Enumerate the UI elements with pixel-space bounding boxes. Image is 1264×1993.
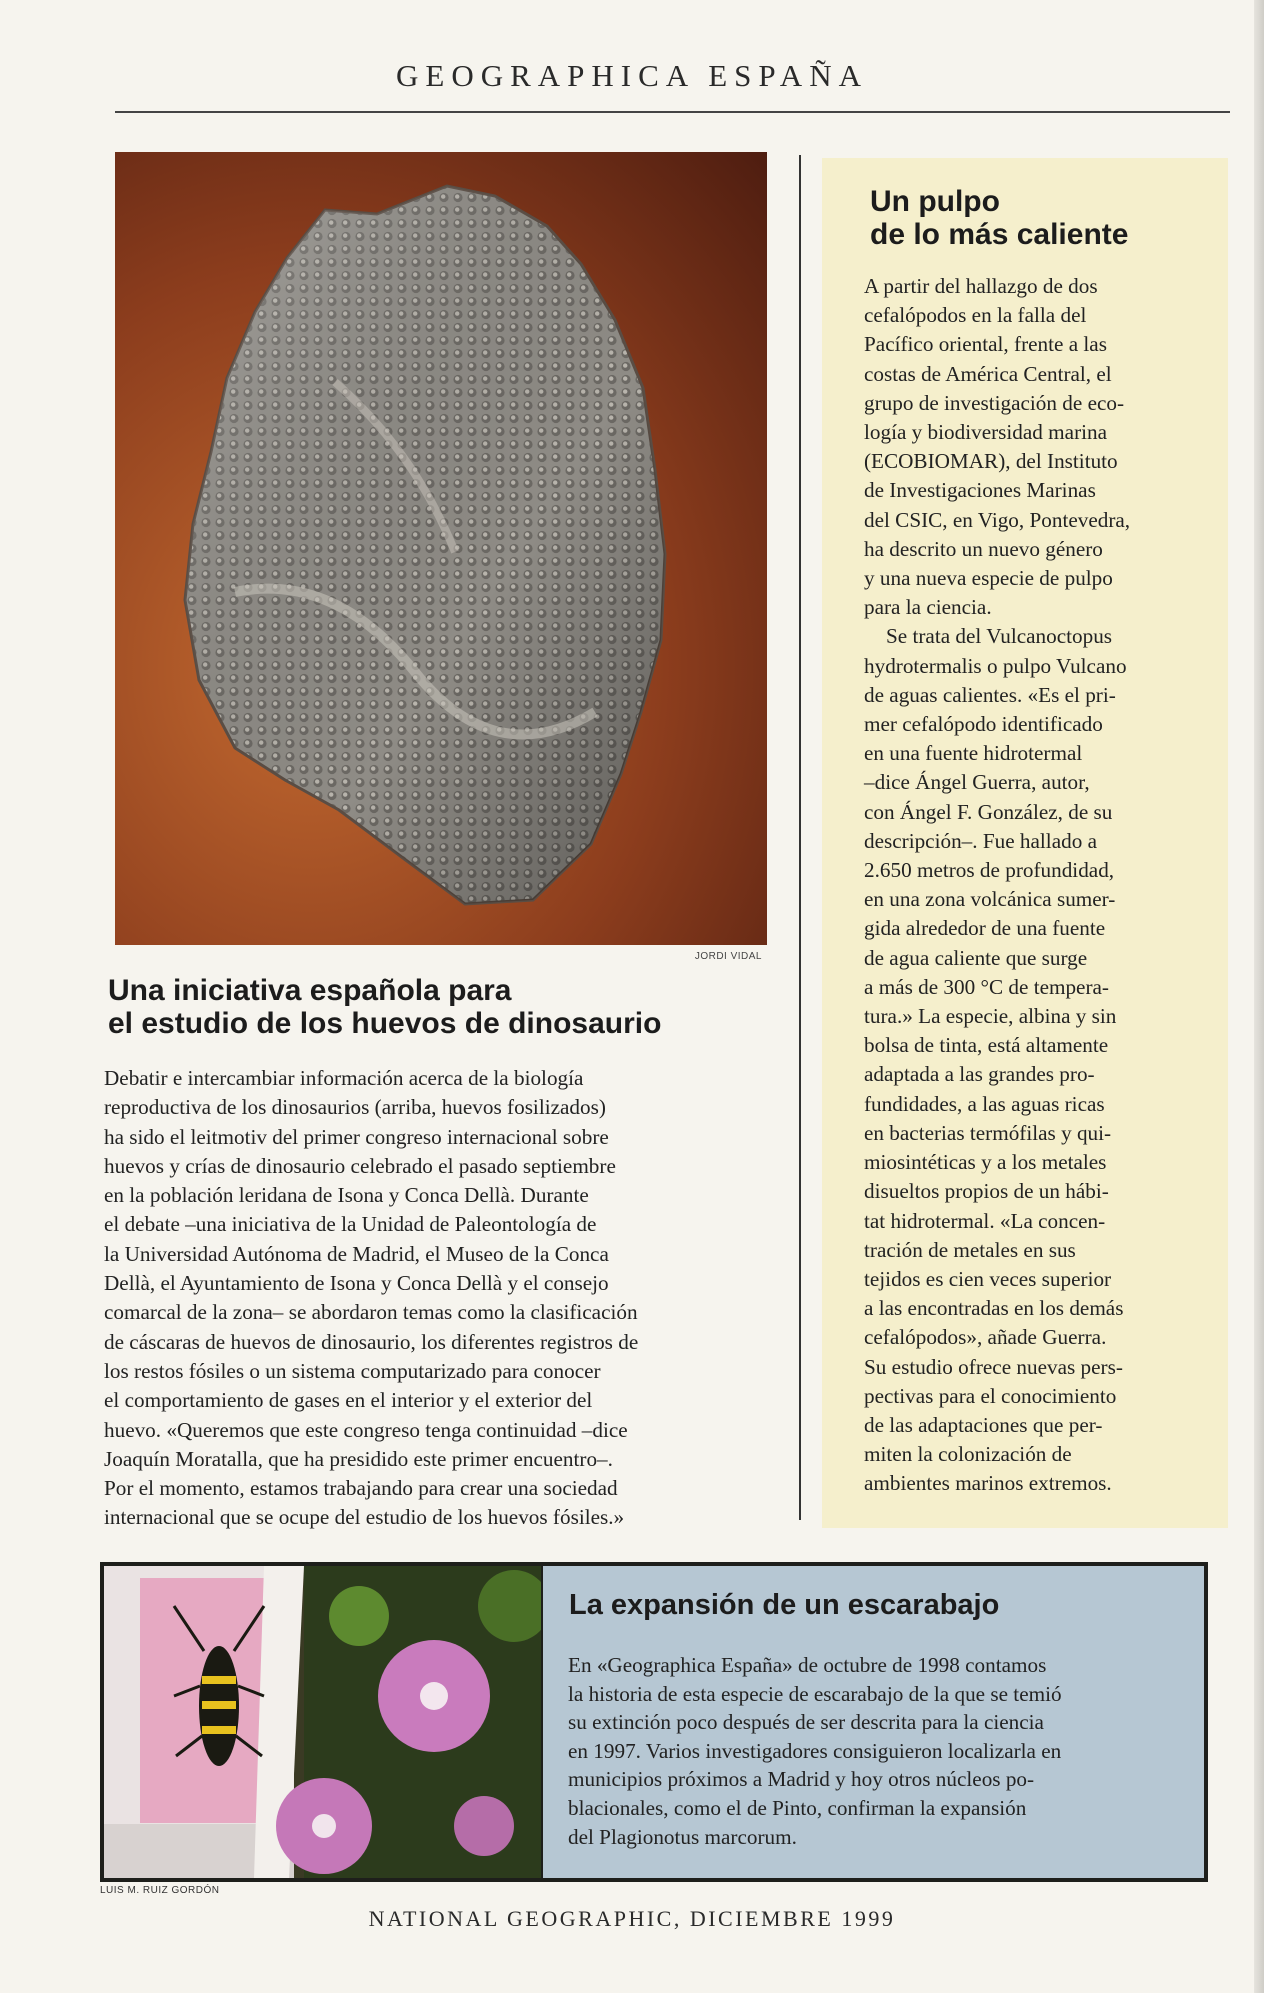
text-line: Por el momento, estamos trabajando para crear una sociedad: [104, 1476, 618, 1501]
text-line: ha descrito un nuevo género: [864, 536, 1103, 561]
heading-line: Una iniciativa española para: [108, 974, 512, 1007]
text-line: tura.» La especie, albina y sin: [864, 1004, 1117, 1029]
text-line: huevos y crías de dinosaurio celebrado el pasado septiembre: [104, 1153, 616, 1178]
text-line: cefalópodos», añade Guerra.: [864, 1325, 1107, 1350]
text-line: logía y biodiversidad marina: [864, 420, 1108, 445]
column-divider: [799, 155, 801, 1520]
text-line: Debatir e intercambiar información acerca de la biología: [104, 1066, 584, 1090]
text-line: el debate –una iniciativa de la Unidad de Paleontología de: [104, 1212, 597, 1237]
text-line: de cáscaras de huevos de dinosaurio, los diferentes registros de: [104, 1329, 639, 1354]
text-line: en la población leridana de Isona y Conca Dellà. Durante: [104, 1183, 589, 1208]
text-line: y una nueva especie de pulpo: [864, 566, 1113, 591]
text-line: tración de metales en sus: [864, 1237, 1076, 1262]
text-line: de aguas calientes. «Es el pri-: [864, 682, 1116, 707]
text-line: Joaquín Moratalla, que ha presidido este primer encuentro–.: [104, 1446, 613, 1471]
text-line: a más de 300 °C de tempera-: [864, 974, 1109, 999]
text-line: en 1997. Varios investigadores consiguieron localizarla en: [568, 1738, 1062, 1763]
text-line: el comportamiento de gases en el interior y el exterior del: [104, 1388, 593, 1413]
beetle-flowers-photo: [104, 1566, 541, 1878]
text-line: en bacterias termófilas y qui-: [864, 1120, 1112, 1145]
octopus-article-heading: [870, 185, 1210, 251]
text-line: de Investigaciones Marinas: [864, 478, 1096, 503]
text-line: comarcal de la zona– se abordaron temas como la clasificación: [104, 1300, 638, 1325]
text-line: adaptada a las grandes pro-: [864, 1062, 1095, 1087]
text-line: Su estudio ofrece nuevas pers-: [864, 1354, 1123, 1379]
text-line: gida alrededor de una fuente: [864, 916, 1106, 941]
text-line: en una fuente hidrotermal: [864, 741, 1083, 766]
text-line: internacional que se ocupe del estudio de los huevos fósiles.»: [104, 1505, 625, 1530]
text-line: huevo. «Queremos que este congreso tenga continuidad –dice: [104, 1417, 628, 1442]
text-line: ambientes marinos extremos.: [864, 1471, 1112, 1496]
text-line: Dellà, el Ayuntamiento de Isona y Conca Dellà y el consejo: [104, 1271, 609, 1296]
text-line: la Universidad Autónoma de Madrid, el Museo de la Conca: [104, 1241, 609, 1266]
text-line: miten la colonización de: [864, 1442, 1072, 1467]
text-line: (ECOBIOMAR), del Instituto: [864, 449, 1118, 474]
text-line: En «Geographica España» de octubre de 1998 contamos: [568, 1653, 1047, 1677]
text-line: de las adaptaciones que per-: [864, 1412, 1103, 1437]
dinosaur-article-heading: [108, 974, 768, 1040]
text-line: costas de América Central, el: [864, 361, 1112, 386]
text-line: en una zona volcánica sumer-: [864, 887, 1116, 912]
text-line: su extinción poco después de ser descrita para la ciencia: [568, 1710, 1044, 1735]
dinosaur-article-body: [104, 1064, 752, 1533]
text-line: tejidos es cien veces superior: [864, 1266, 1112, 1291]
text-line: Se trata del Vulcanoctopus: [886, 624, 1113, 649]
photo-credit: LUIS M. RUIZ GORDÓN: [100, 1885, 220, 1896]
text-line: descripción–. Fue hallado a: [864, 828, 1097, 853]
text-line: miosintéticas y a los metales: [864, 1150, 1107, 1175]
text-line: ha sido el leitmotiv del primer congreso internacional sobre: [104, 1124, 609, 1149]
text-line: la historia de esta especie de escarabajo de la que se temió: [568, 1681, 1062, 1706]
page-footer: NATIONAL GEOGRAPHIC, DICIEMBRE 1999: [368, 1906, 896, 1931]
text-line: disueltos propios de un hábi-: [864, 1179, 1109, 1204]
text-line: reproductiva de los dinosaurios (arriba, huevos fosilizados): [104, 1095, 606, 1120]
text-line: Pacífico oriental, frente a las: [864, 332, 1107, 357]
text-line: de agua caliente que surge: [864, 945, 1088, 970]
octopus-article-body: [864, 272, 1194, 1499]
section-title: GEOGRAPHICA ESPAÑA: [396, 58, 868, 93]
text-line: cefalópodos en la falla del: [864, 303, 1087, 328]
fossil-eggs-photo: [115, 152, 767, 945]
text-line: los restos fósiles o un sistema computarizado para conocer: [104, 1358, 601, 1383]
text-line: pectivas para el conocimiento: [864, 1383, 1117, 1408]
beetle-article-heading: La expansión de un escarabajo: [569, 1589, 1000, 1621]
beetle-article-body: [568, 1651, 1188, 1851]
text-line: del Plagionotus marcorum.: [568, 1824, 797, 1849]
text-line: A partir del hallazgo de dos: [864, 274, 1098, 298]
text-line: mer cefalópodo identificado: [864, 712, 1103, 737]
text-line: municipios próximos a Madrid y hoy otros núcleos po-: [568, 1767, 1035, 1792]
text-line: hydrotermalis o pulpo Vulcano: [864, 653, 1127, 678]
text-line: blacionales, como el de Pinto, confirman la expansión: [568, 1795, 1027, 1820]
text-line: fundidades, a las aguas ricas: [864, 1091, 1105, 1116]
text-line: –dice Ángel Guerra, autor,: [864, 770, 1090, 795]
header-rule: [115, 111, 1230, 113]
text-line: 2.650 metros de profundidad,: [864, 858, 1115, 883]
text-line: para la ciencia.: [864, 595, 992, 620]
heading-line: de lo más caliente: [870, 218, 1129, 251]
text-line: grupo de investigación de eco-: [864, 390, 1125, 415]
heading-line: el estudio de los huevos de dinosaurio: [108, 1007, 662, 1040]
text-line: tat hidrotermal. «La concen-: [864, 1208, 1106, 1233]
page-edge: [1254, 0, 1264, 1993]
text-line: bolsa de tinta, está altamente: [864, 1033, 1109, 1058]
text-line: con Ángel F. González, de su: [864, 799, 1113, 824]
text-line: del CSIC, en Vigo, Pontevedra,: [864, 507, 1131, 532]
heading-line: Un pulpo: [870, 185, 1000, 218]
photo-credit: JORDI VIDAL: [694, 951, 762, 962]
text-line: a las encontradas en los demás: [864, 1296, 1124, 1321]
